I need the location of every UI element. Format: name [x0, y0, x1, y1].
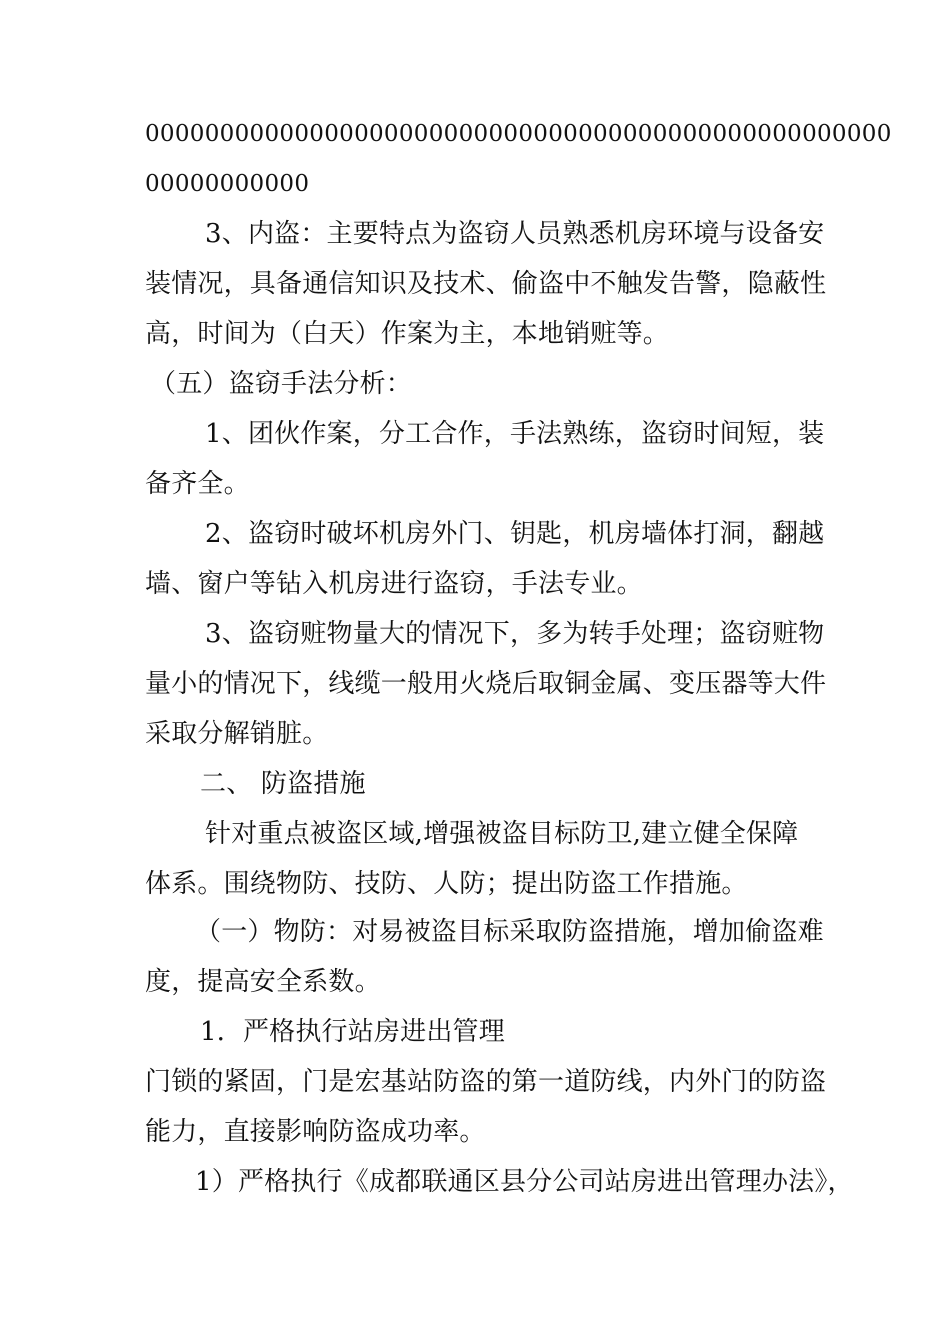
zeros-line-1: 00000000000000000000000000000000000000000000000000 — [145, 121, 892, 147]
paragraph-line: 针对重点被盗区域,增强被盗目标防卫,建立健全保障 — [205, 819, 799, 849]
section-heading: （五）盗窃手法分析： — [150, 369, 413, 399]
zeros-line-2: 00000000000 — [145, 171, 310, 197]
paragraph-line: 采取分解销脏。 — [145, 719, 329, 749]
paragraph-line: 1）严格执行《成都联通区县分公司站房进出管理办法》， — [195, 1167, 854, 1197]
paragraph-line: 3、内盗：主要特点为盗窃人员熟悉机房环境与设备安 — [205, 219, 825, 249]
paragraph-line: 备齐全。 — [145, 469, 250, 499]
paragraph-line: 3、盗窃赃物量大的情况下，多为转手处理；盗窃赃物 — [205, 619, 825, 649]
paragraph-line: 高，时间为（白天）作案为主，本地销赃等。 — [145, 319, 670, 349]
paragraph-line: 墙、窗户等钻入机房进行盗窃，手法专业。 — [145, 569, 643, 599]
paragraph-line: 能力，直接影响防盗成功率。 — [145, 1117, 486, 1147]
paragraph-line: 量小的情况下，线缆一般用火烧后取铜金属、变压器等大件 — [145, 669, 827, 699]
paragraph-line: 2、盗窃时破坏机房外门、钥匙，机房墙体打洞，翻越 — [205, 519, 825, 549]
paragraph-line: 装情况，具备通信知识及技术、偷盗中不触发告警，隐蔽性 — [145, 269, 827, 299]
paragraph-line: 门锁的紧固，门是宏基站防盗的第一道防线，内外门的防盗 — [145, 1067, 827, 1097]
paragraph-line: 体系。围绕物防、技防、人防；提出防盗工作措施。 — [145, 869, 748, 899]
subsection-heading: 1．严格执行站房进出管理 — [200, 1017, 505, 1047]
paragraph-line: 度，提高安全系数。 — [145, 967, 381, 997]
paragraph-line: 1、团伙作案，分工合作，手法熟练，盗窃时间短，装 — [205, 419, 825, 449]
section-heading: 二、 防盗措施 — [200, 769, 366, 799]
subsection-heading: （一）物防：对易被盗目标采取防盗措施，增加偷盗难 — [195, 917, 824, 947]
